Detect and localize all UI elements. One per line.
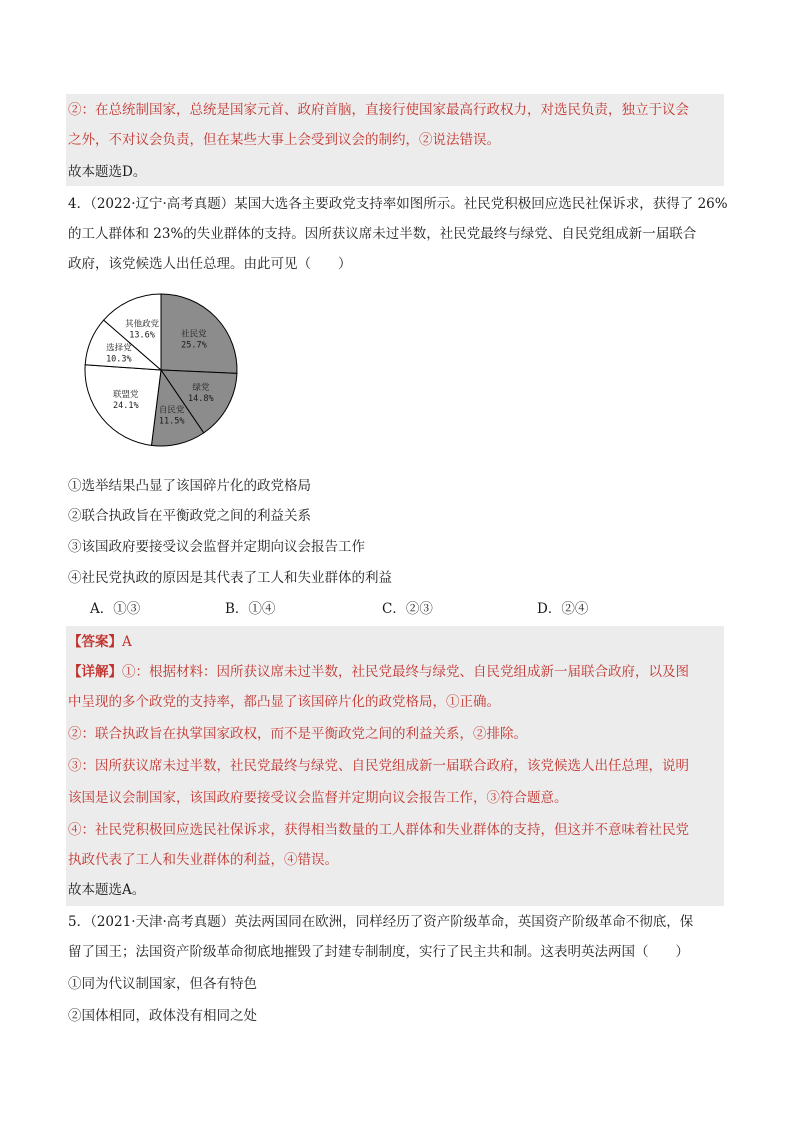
q4-item: ①选举结果凸显了该国碎片化的政党格局 bbox=[68, 478, 311, 494]
q4-stem: 4．（2022·辽宁·高考真题）某国大选各主要政党支持率如图所示。社民党积极回应选民社保诉求，获得了 26% bbox=[68, 196, 728, 212]
q4-detail-1-cont: 中呈现的多个政党的支持率，都凸显了该国碎片化的政党格局，①正确。 bbox=[68, 694, 500, 710]
q4-detail-4-cont: 执政代表了工人和失业群体的利益，④错误。 bbox=[68, 852, 338, 868]
pie-label-value: 10.3% bbox=[106, 354, 132, 365]
prev-detail-line: ②：在总统制国家，总统是国家元首、政府首脑，直接行使国家最高行政权力，对选民负责，独立于议会 bbox=[68, 102, 689, 118]
q5-item: ②国体相同，政体没有相同之处 bbox=[68, 1008, 257, 1024]
q4-option-a[interactable]: A．①③ bbox=[90, 601, 141, 617]
q4-option-b[interactable]: B．①④ bbox=[225, 601, 276, 617]
q4-detail-1: 【详解】①：根据材料：因所获议席未过半数，社民党最终与绿党、自民党组成新一届联合政府，以及图 bbox=[68, 664, 689, 680]
q4-answer bbox=[68, 632, 728, 652]
q4-item: ③该国政府要接受议会监督并定期向议会报告工作 bbox=[68, 539, 365, 555]
pie-label-name: 自民党 bbox=[158, 405, 185, 416]
q4-item: ②联合执政旨在平衡政党之间的利益关系 bbox=[68, 508, 311, 524]
q4-detail-4: ④：社民党积极回应选民社保诉求，获得相当数量的工人群体和失业群体的支持，但这并不意味着社民党 bbox=[68, 822, 689, 838]
pie-chart bbox=[78, 290, 246, 450]
pie-label-name: 其他政党 bbox=[125, 319, 160, 330]
pie-label-value: 25.7% bbox=[181, 340, 207, 351]
prev-detail-line: 之外，不对议会负责，但在某些大事上会受到议会的制约，②说法错误。 bbox=[68, 132, 500, 148]
q4-item: ④社民党执政的原因是其代表了工人和失业群体的利益 bbox=[68, 570, 392, 586]
q4-detail-3-cont: 该国是议会制国家，该国政府要接受议会监督并定期向议会报告工作，③符合题意。 bbox=[68, 790, 568, 806]
answer-value: A bbox=[122, 634, 132, 650]
detail-label: 【详解】 bbox=[68, 664, 122, 680]
q4-option-d[interactable]: D．②④ bbox=[537, 601, 589, 617]
q4-stem: 的工人群体和 23%的失业群体的支持。因所获议席未过半数，社民党最终与绿党、自民党组成新一届联合 bbox=[68, 226, 697, 242]
pie-label-value: 14.8% bbox=[188, 394, 214, 405]
pie-label-name: 绿党 bbox=[192, 383, 210, 394]
q4-detail-2: ②：联合执政旨在执掌国家政权，而不是平衡政党之间的利益关系，②排除。 bbox=[68, 726, 527, 742]
q4-stem: 政府，该党候选人出任总理。由此可见（ ） bbox=[68, 256, 352, 272]
answer-label: 【答案】 bbox=[68, 634, 122, 650]
pie-label-value: 13.6% bbox=[129, 330, 155, 341]
pie-label-value: 24.1% bbox=[112, 400, 139, 411]
pie-label-name: 联盟党 bbox=[113, 389, 139, 400]
q4-detail-3: ③：因所获议席未过半数，社民党最终与绿党、自民党组成新一届联合政府，该党候选人出任总理，说明 bbox=[68, 758, 689, 774]
q5-stem: 留了国王；法国资产阶级革命彻底地摧毁了封建专制制度，实行了民主共和制。这表明英法两国（ ） bbox=[68, 944, 689, 960]
pie-label-name: 选择党 bbox=[106, 343, 132, 354]
q5-stem: 5．（2021·天津·高考真题）英法两国同在欧洲，同样经历了资产阶级革命，英国资产阶级革命不彻底，保 bbox=[68, 914, 694, 930]
prev-conclusion: 故本题选D。 bbox=[68, 164, 147, 180]
q4-option-c[interactable]: C．②③ bbox=[382, 601, 433, 617]
pie-label-value: 11.5% bbox=[158, 416, 185, 427]
q4-conclusion: 故本题选A。 bbox=[68, 882, 146, 898]
pie-label-name: 社民党 bbox=[181, 329, 207, 340]
q5-item: ①同为代议制国家，但各有特色 bbox=[68, 976, 257, 992]
